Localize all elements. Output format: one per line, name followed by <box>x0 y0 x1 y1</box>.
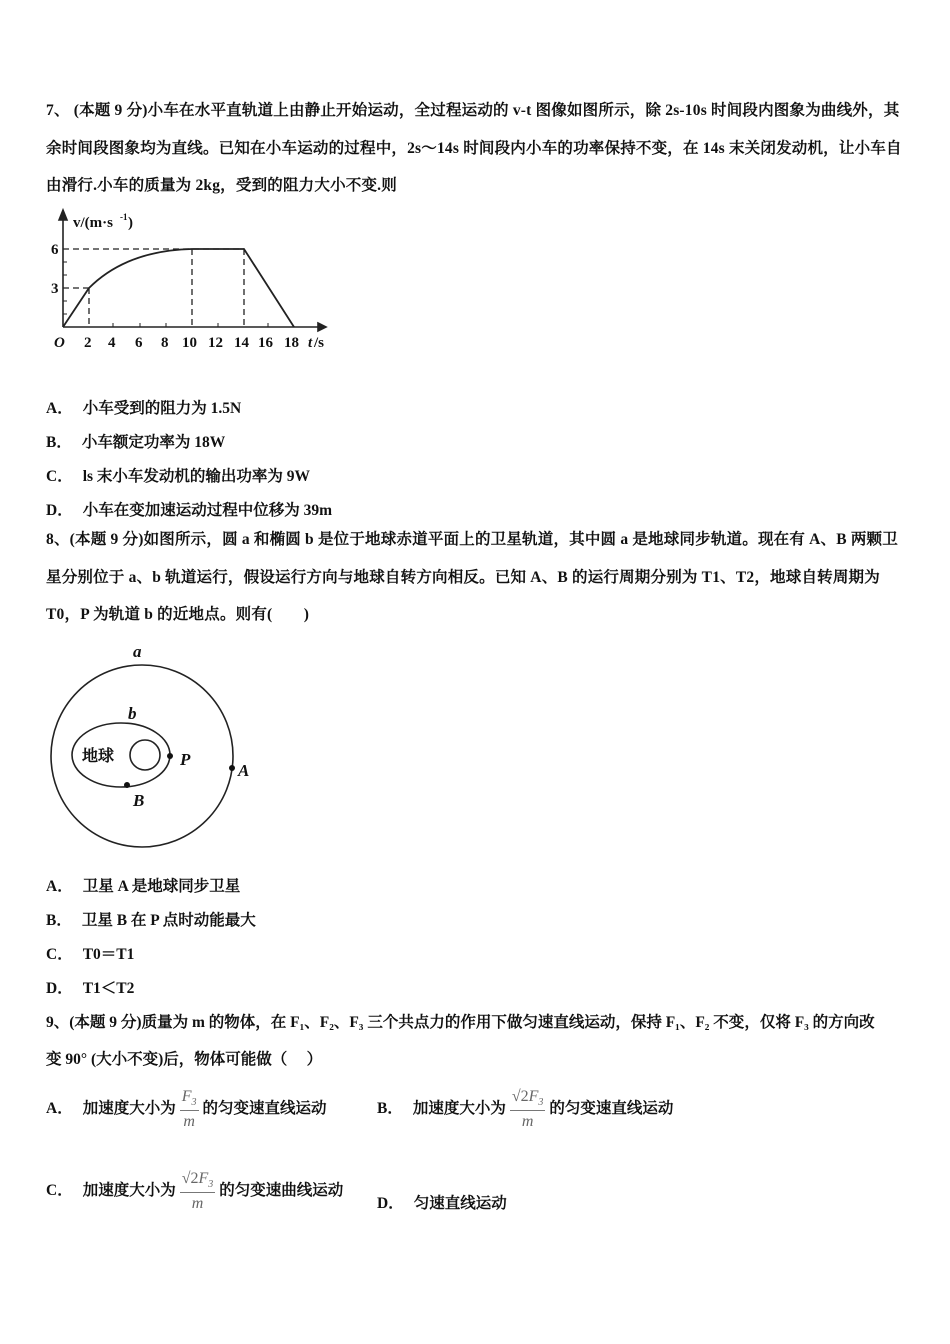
point-p <box>167 753 173 759</box>
svg-text:6: 6 <box>135 335 143 351</box>
svg-text:B: B <box>133 791 145 810</box>
q7-option-c[interactable]: C． ls 末小车发动机的输出功率为 9W <box>46 468 311 485</box>
q7-option-d[interactable]: D． 小车在变加速运动过程中位移为 39m <box>46 502 332 519</box>
svg-text:10: 10 <box>182 335 197 351</box>
svg-text:2: 2 <box>84 335 92 351</box>
q8-orbit-diagram <box>40 640 270 855</box>
fraction-f3-over-m: $\frac{F_3}{m}$ <box>181 1088 197 1131</box>
svg-text:O: O <box>54 335 65 351</box>
q7-vt-graph <box>44 205 344 355</box>
q7-stem: 7、 (本题 9 分)小车在水平直轨道上由静止开始运动，全过程运动的 v-t 图像如图所示，除 2s-10s 时间段内图象为曲线外，其余时间段图象均为直线。已知在小车运动的过程中，2s～14s 时间段内小车的功率保持不变，在 14s 末关闭发动机，让小车自由滑行.小车的质量为 2kg，受到的阻力大小不变.则 <box>46 102 902 194</box>
svg-text:t: t <box>308 335 313 351</box>
q8-stem: 8、(本题 9 分)如图所示，圆 a 和椭圆 b 是位于地球赤道平面上的卫星轨道，其中圆 a 是地球同步轨道。现在有 A、B 两颗卫星分别位于 a、b 轨道运行，假设运行方向与地球自转方向相反。已知 A、B 的运行周期分别为 T1、T2，地球自转周期为 T0，P 为轨道 b 的近地点。则有( ) <box>46 531 898 623</box>
fraction-sqrt2-f3-over-m: $\frac{√2F_3}{m}$ <box>511 1088 544 1131</box>
q9-option-d[interactable]: D． 匀速直线运动 <box>377 1195 507 1212</box>
q9-stem-line2: 变 90° (大小不变)后，物体可能做（ ） <box>46 1051 323 1068</box>
q9-stem-line1: 9、(本题 9 分)质量为 m 的物体，在 F₁、F₂、F₃ 三个共点力的作用下做匀速直线运动，保持 F₁、F₂ 不变，仅将 F₃ 的方向改 <box>46 1014 875 1031</box>
svg-text:): ) <box>128 215 133 231</box>
svg-text:16: 16 <box>258 335 273 351</box>
q8-option-a[interactable]: A． 卫星 A 是地球同步卫星 <box>46 878 241 895</box>
fraction-sqrt2-f3-over-m: $\frac{√2F_3}{m}$ <box>181 1170 214 1213</box>
q9-option-a[interactable]: A． 加速度大小为 $\frac{F_3}{m}$ 的匀变速直线运动 <box>46 1088 327 1131</box>
svg-text:3: 3 <box>51 281 59 297</box>
svg-text:12: 12 <box>208 335 223 351</box>
satellite-a <box>229 765 235 771</box>
svg-text:A: A <box>238 761 250 780</box>
satellite-b <box>124 782 130 788</box>
svg-text:a: a <box>133 642 142 661</box>
q7-option-b[interactable]: B． 小车额定功率为 18W <box>46 434 226 451</box>
q8-option-c[interactable]: C． T0＝T1 <box>46 946 135 963</box>
svg-text:18: 18 <box>284 335 299 351</box>
svg-text:6: 6 <box>51 242 59 258</box>
q9-option-c[interactable]: C． 加速度大小为 $\frac{√2F_3}{m}$ 的匀变速曲线运动 <box>46 1170 344 1213</box>
svg-text:v/(m·s: v/(m·s <box>73 215 113 231</box>
svg-text:地球: 地球 <box>82 746 115 765</box>
svg-text:P: P <box>180 750 191 769</box>
svg-text:4: 4 <box>108 335 116 351</box>
q9-option-b[interactable]: B． 加速度大小为 $\frac{√2F_3}{m}$ 的匀变速直线运动 <box>377 1088 674 1131</box>
q7-option-a[interactable]: A． 小车受到的阻力为 1.5N <box>46 400 242 417</box>
svg-text:/s: /s <box>314 335 325 351</box>
svg-text:14: 14 <box>234 335 249 351</box>
q8-option-d[interactable]: D． T1＜T2 <box>46 980 135 997</box>
q8-option-b[interactable]: B． 卫星 B 在 P 点时动能最大 <box>46 912 256 929</box>
svg-text:b: b <box>128 704 137 723</box>
svg-text:-1: -1 <box>120 212 128 222</box>
svg-text:8: 8 <box>161 335 169 351</box>
